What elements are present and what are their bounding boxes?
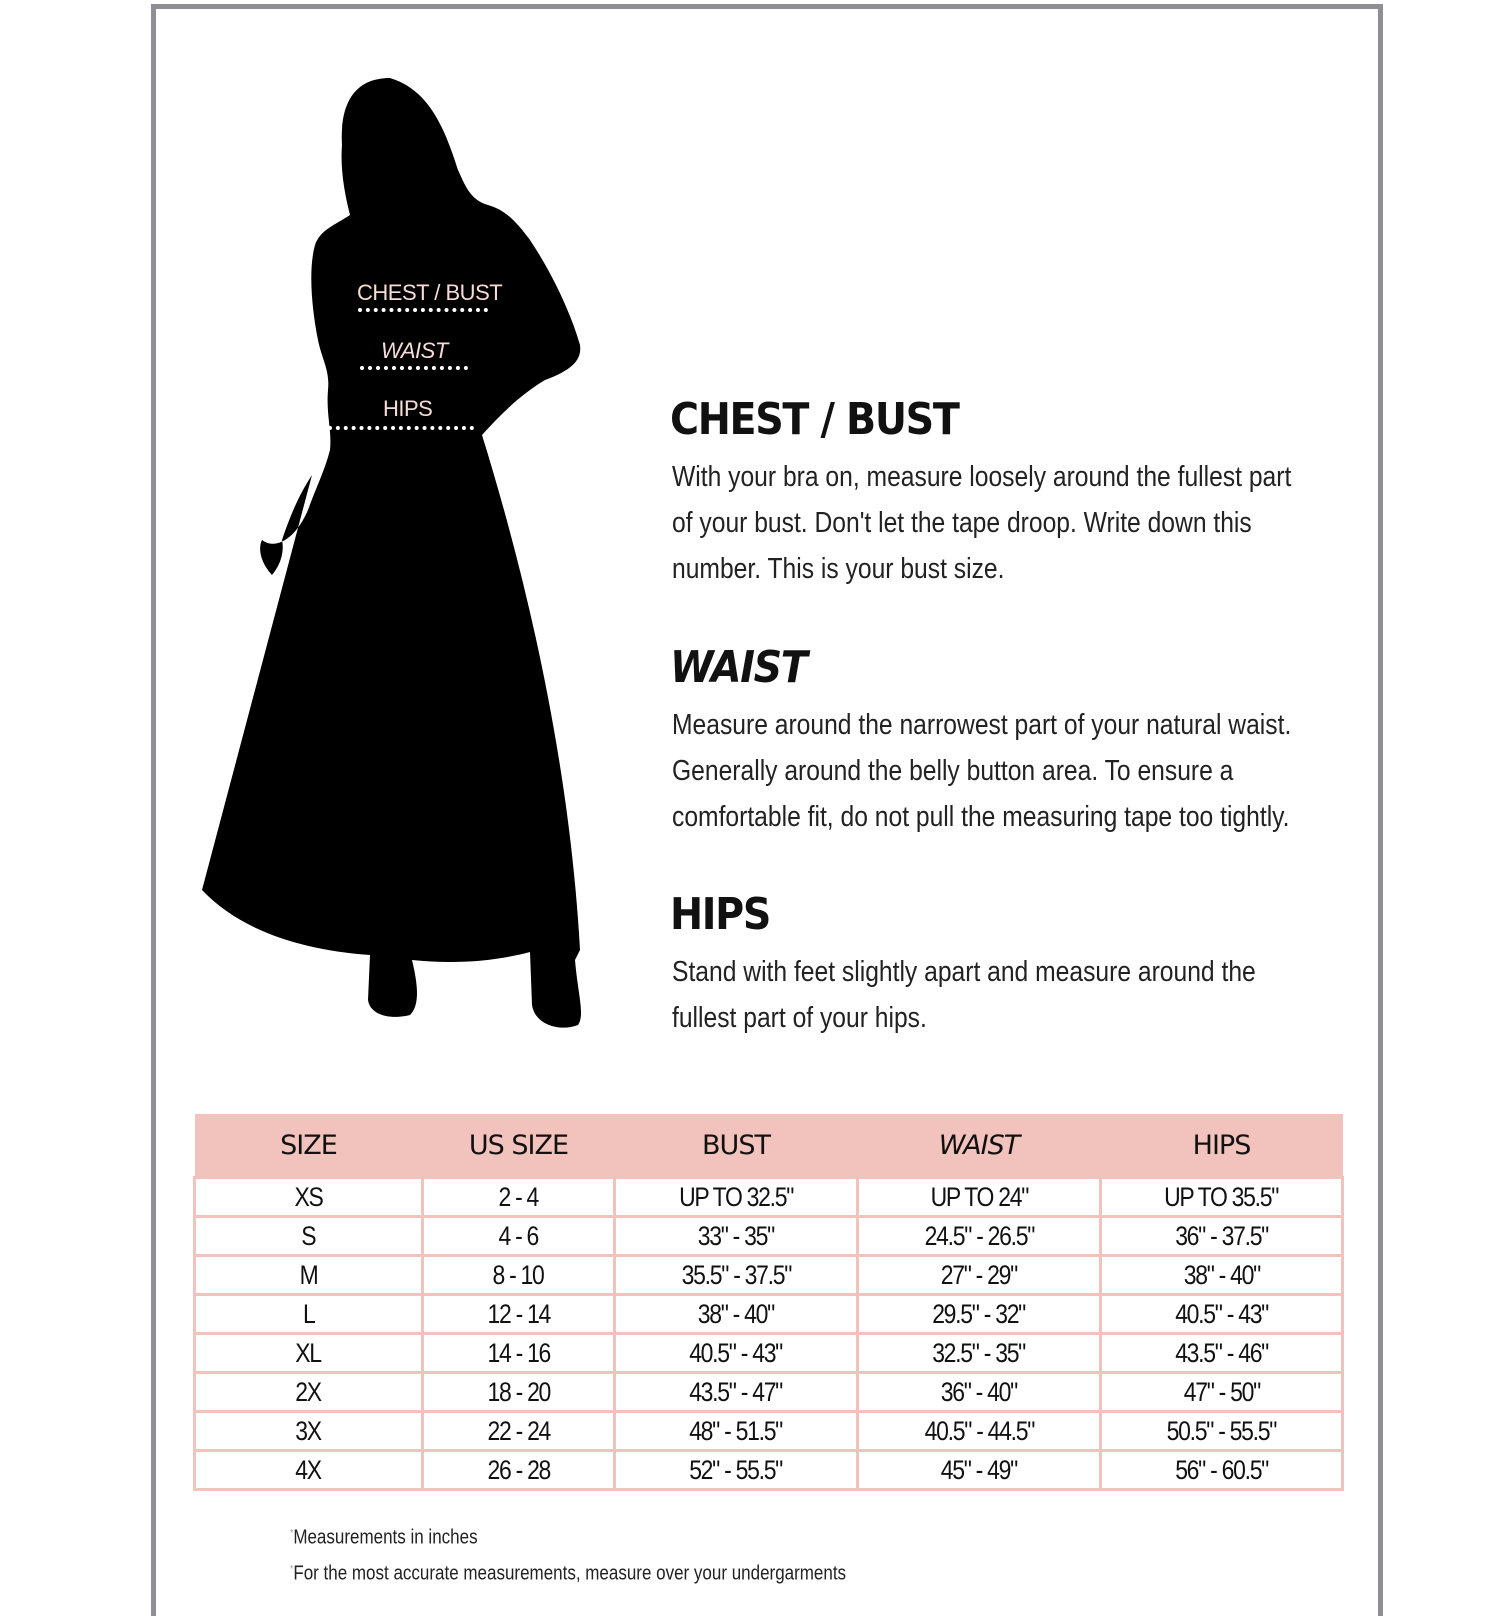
cell-waist (858, 1178, 1101, 1217)
cell-size (195, 1412, 423, 1451)
cell-bust (615, 1373, 858, 1412)
cell-text: 50.5" - 55.5" (1166, 1415, 1277, 1446)
waist-measure-line (360, 366, 468, 370)
cell-text: 52" - 55.5" (689, 1454, 783, 1485)
cell-waist (858, 1334, 1101, 1373)
guide-heading-chest: CHEST / BUST (670, 394, 959, 445)
cell-size (195, 1178, 423, 1217)
cell-text: 3X (295, 1415, 322, 1446)
guide-body-hips: Stand with feet slightly apart and measure around the fullest part of your hips. (672, 956, 1256, 1034)
cell-hips (1101, 1451, 1343, 1490)
cell-bust (615, 1295, 858, 1334)
column-header-waist: WAIST (858, 1114, 1101, 1178)
cell-hips (1101, 1373, 1343, 1412)
silhouette-svg (200, 70, 620, 1070)
cell-text: 2X (295, 1376, 322, 1407)
cell-us-size (423, 1334, 615, 1373)
column-header-bust: BUST (615, 1114, 858, 1178)
cell-size (195, 1373, 423, 1412)
cell-text: 4 - 6 (498, 1220, 539, 1251)
cell-hips (1101, 1178, 1343, 1217)
cell-text: L (302, 1298, 315, 1329)
table-row (195, 1256, 1343, 1295)
guide-heading-waist: WAIST (670, 642, 807, 693)
cell-bust (615, 1256, 858, 1295)
cell-waist (858, 1451, 1101, 1490)
cell-text: 12 - 14 (487, 1298, 550, 1329)
cell-us-size (423, 1178, 615, 1217)
cell-waist (858, 1373, 1101, 1412)
cell-text: 24.5" - 26.5" (924, 1220, 1034, 1251)
cell-size (195, 1217, 423, 1256)
cell-text: XL (295, 1337, 322, 1368)
cell-hips (1101, 1334, 1343, 1373)
cell-us-size (423, 1451, 615, 1490)
guide-section-chest (670, 394, 1350, 592)
cell-text: 40.5" - 43" (689, 1337, 783, 1368)
cell-text: 43.5" - 46" (1175, 1337, 1268, 1368)
cell-text: 8 - 10 (492, 1259, 545, 1290)
cell-text: XS (294, 1181, 323, 1212)
chest-measure-line (358, 308, 488, 312)
cell-text: M (299, 1259, 318, 1290)
cell-text: 48" - 51.5" (689, 1415, 783, 1446)
footnote-inches-text: Measurements in inches (293, 1526, 478, 1549)
footnote-undergarments: *For the most accurate measurements, measure over your undergarments (290, 1562, 847, 1585)
column-header-hips: HIPS (1101, 1114, 1343, 1178)
cell-waist (858, 1217, 1101, 1256)
cell-bust (615, 1217, 858, 1256)
cell-text: 38" - 40" (1183, 1259, 1260, 1290)
figure-label-hips: HIPS (383, 396, 433, 421)
cell-us-size (423, 1256, 615, 1295)
size-chart-table (193, 1114, 1344, 1491)
cell-text: 4X (295, 1454, 322, 1485)
table-row (195, 1217, 1343, 1256)
cell-bust (615, 1412, 858, 1451)
cell-text: 36" - 37.5" (1175, 1220, 1268, 1251)
cell-text: UP TO 24" (930, 1181, 1028, 1212)
cell-text: 45" - 49" (940, 1454, 1018, 1485)
guide-section-waist (670, 642, 1350, 840)
cell-hips (1101, 1412, 1343, 1451)
guide-heading-hips: HIPS (670, 889, 771, 940)
hips-measure-line (328, 426, 474, 430)
cell-size (195, 1256, 423, 1295)
table-body (195, 1178, 1343, 1490)
cell-text: 40.5" - 43" (1175, 1298, 1268, 1329)
cell-bust (615, 1451, 858, 1490)
figure-label-chest: CHEST / BUST (357, 280, 503, 305)
cell-text: 14 - 16 (487, 1337, 550, 1368)
cell-text: S (301, 1220, 316, 1251)
cell-text: 56" - 60.5" (1175, 1454, 1268, 1485)
cell-text: 22 - 24 (487, 1415, 550, 1446)
table-row (195, 1178, 1343, 1217)
cell-waist (858, 1256, 1101, 1295)
cell-hips (1101, 1217, 1343, 1256)
cell-size (195, 1334, 423, 1373)
cell-text: 33" - 35" (697, 1220, 775, 1251)
cell-size (195, 1451, 423, 1490)
cell-text: 2 - 4 (498, 1181, 539, 1212)
cell-text: 40.5" - 44.5" (924, 1415, 1034, 1446)
table-row (195, 1412, 1343, 1451)
cell-text: 47" - 50" (1183, 1376, 1260, 1407)
cell-text: 36" - 40" (940, 1376, 1018, 1407)
cell-text: UP TO 32.5" (678, 1181, 794, 1212)
cell-hips (1101, 1295, 1343, 1334)
cell-size (195, 1295, 423, 1334)
cell-us-size (423, 1412, 615, 1451)
cell-waist (858, 1295, 1101, 1334)
figure-label-waist: WAIST (381, 338, 448, 363)
column-header-size: SIZE (195, 1114, 423, 1178)
cell-text: 43.5" - 47" (689, 1376, 783, 1407)
cell-text: 29.5" - 32" (932, 1298, 1026, 1329)
cell-bust (615, 1334, 858, 1373)
silhouette-shape (202, 78, 581, 1028)
guide-body-chest: With your bra on, measure loosely around the fullest part of your bust. Don't let the tape droop. Write down this number. This is your bust size. (672, 461, 1292, 585)
cell-bust (615, 1178, 858, 1217)
guide-body-waist: Measure around the narrowest part of your natural waist. Generally around the belly button area. To ensure a comfortable fit, do not pull the measuring tape too tightly. (672, 709, 1292, 833)
cell-us-size (423, 1295, 615, 1334)
cell-text: UP TO 35.5" (1164, 1181, 1279, 1212)
cell-text: 38" - 40" (697, 1298, 775, 1329)
table-row (195, 1451, 1343, 1490)
woman-silhouette-illustration (200, 70, 620, 1070)
footnotes (290, 1518, 944, 1589)
table-header-row (195, 1114, 1343, 1178)
cell-waist (858, 1412, 1101, 1451)
cell-us-size (423, 1217, 615, 1256)
table-row (195, 1295, 1343, 1334)
table-row (195, 1373, 1343, 1412)
column-header-us-size: US SIZE (423, 1114, 615, 1178)
footnote-undergarments-text: For the most accurate measurements, measure over your undergarments (293, 1562, 847, 1585)
footnote-inches: *Measurements in inches (290, 1526, 478, 1549)
cell-text: 26 - 28 (487, 1454, 550, 1485)
cell-text: 35.5" - 37.5" (681, 1259, 791, 1290)
table-row (195, 1334, 1343, 1373)
cell-us-size (423, 1373, 615, 1412)
guide-section-hips (670, 889, 1350, 1041)
cell-text: 18 - 20 (487, 1376, 550, 1407)
cell-text: 32.5" - 35" (932, 1337, 1026, 1368)
cell-hips (1101, 1256, 1343, 1295)
cell-text: 27" - 29" (940, 1259, 1018, 1290)
